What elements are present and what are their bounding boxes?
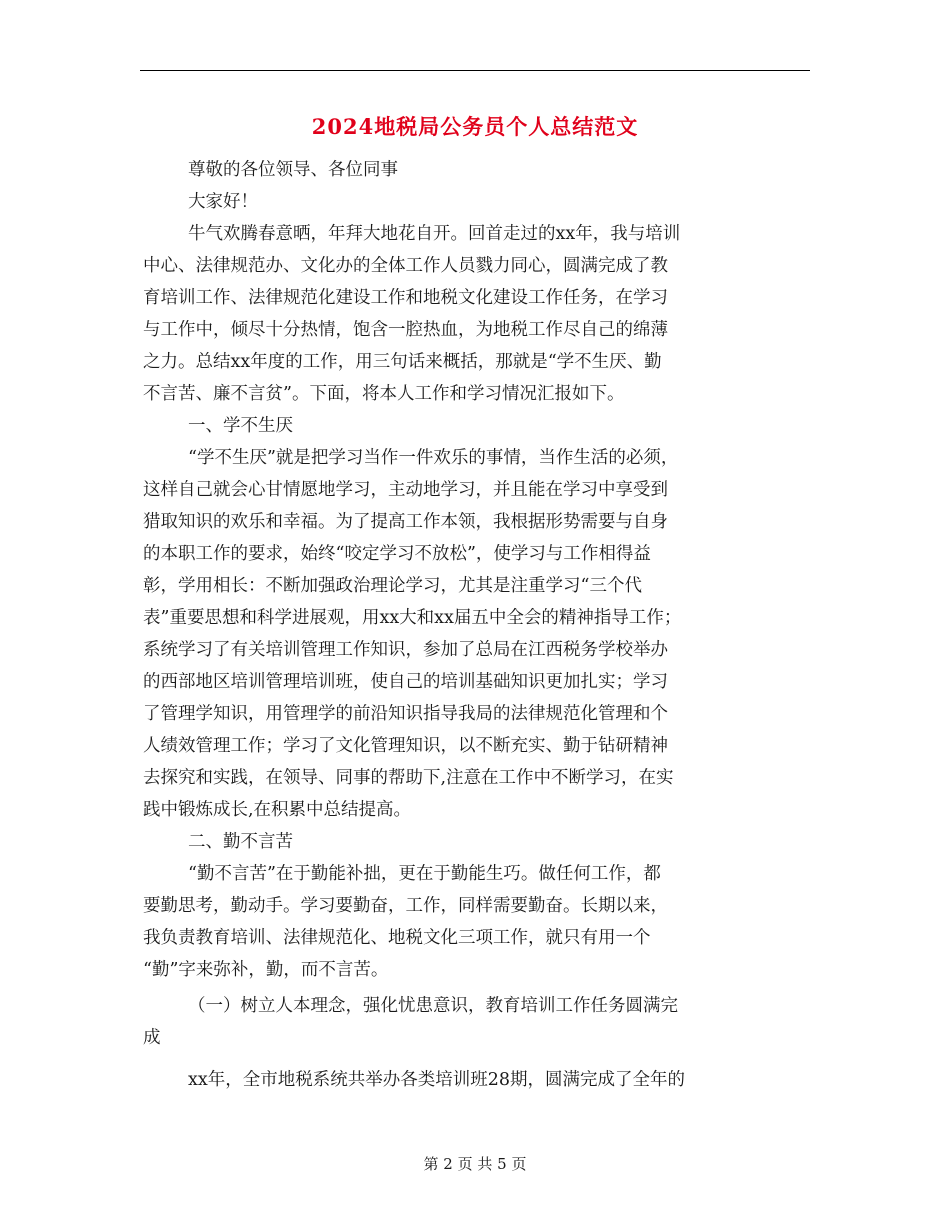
section-heading: 二、勤不言苦 [188,832,293,852]
paragraph-line: 践中锻炼成长,在积累中总结提高。 [143,800,412,820]
paragraph-line: 不言苦、廉不言贫”。下面，将本人工作和学习情况汇报如下。 [143,384,625,404]
paragraph-line: 系统学习了有关培训管理工作知识，参加了总局在江西税务学校举办 [143,640,668,660]
paragraph-line: 人绩效管理工作；学习了文化管理知识，以不断充实、勤于钻研精神 [143,736,668,756]
section-heading: 一、学不生厌 [188,416,293,436]
paragraph-line: 的本职工作的要求，始终“咬定学习不放松”，使学习与工作相得益 [143,544,651,564]
paragraph-line: 这样自己就会心甘情愿地学习，主动地学习，并且能在学习中享受到 [143,480,668,500]
paragraph-line: 我负责教育培训、法律规范化、地税文化三项工作，就只有用一个 [143,928,651,948]
paragraph-line: xx年，全市地税系统共举办各类培训班28期，圆满完成了全年的 [188,1070,686,1090]
paragraph-line: 育培训工作、法律规范化建设工作和地税文化建设工作任务，在学习 [143,288,668,308]
paragraph-line: “勤”字来弥补，勤，而不言苦。 [143,960,389,980]
paragraph-line: “学不生厌”就是把学习当作一件欢乐的事情，当作生活的必须， [188,448,679,468]
paragraph-line: “勤不言苦”在于勤能补拙，更在于勤能生巧。做任何工作，都 [188,864,661,884]
paragraph-line: 彰，学用相长：不断加强政治理论学习，尤其是注重学习“三个代 [143,576,642,596]
greeting-line: 尊敬的各位领导、各位同事 [188,160,398,180]
paragraph-line: 了管理学知识，用管理学的前沿知识指导我局的法律规范化管理和个 [143,704,668,724]
paragraph-line: 猎取知识的欢乐和幸福。为了提高工作本领，我根据形势需要与自身 [143,512,668,532]
paragraph-line: 中心、法律规范办、文化办的全体工作人员戮力同心，圆满完成了教 [143,256,668,276]
paragraph-line: 与工作中，倾尽十分热情，饱含一腔热血，为地税工作尽自己的绵薄 [143,320,668,340]
paragraph-line: 之力。总结xx年度的工作，用三句话来概括，那就是“学不生厌、勤 [143,352,662,372]
paragraph-line: 的西部地区培训管理培训班，使自己的培训基础知识更加扎实；学习 [143,672,668,692]
paragraph-line: 去探究和实践，在领导、同事的帮助下,注意在工作中不断学习，在实 [143,768,674,788]
subsection-heading-continuation: 成 [143,1028,161,1048]
paragraph-line: 表”重要思想和科学进展观，用xx大和xx届五中全会的精神指导工作； [143,608,682,628]
paragraph-line: 要勤思考，勤动手。学习要勤奋，工作，同样需要勤奋。长期以来， [143,896,668,916]
paragraph-line: 牛气欢腾春意晒，年拜大地花自开。回首走过的xx年，我与培训 [188,224,681,244]
subsection-heading: （一）树立人本理念，强化忧患意识，教育培训工作任务圆满完 [188,996,678,1016]
document-title: 2024地税局公务员个人总结范文 [311,114,639,139]
page-number: 第 2 页 共 5 页 [423,1155,527,1173]
salutation-line: 大家好！ [188,192,258,212]
header-rule [140,70,810,71]
